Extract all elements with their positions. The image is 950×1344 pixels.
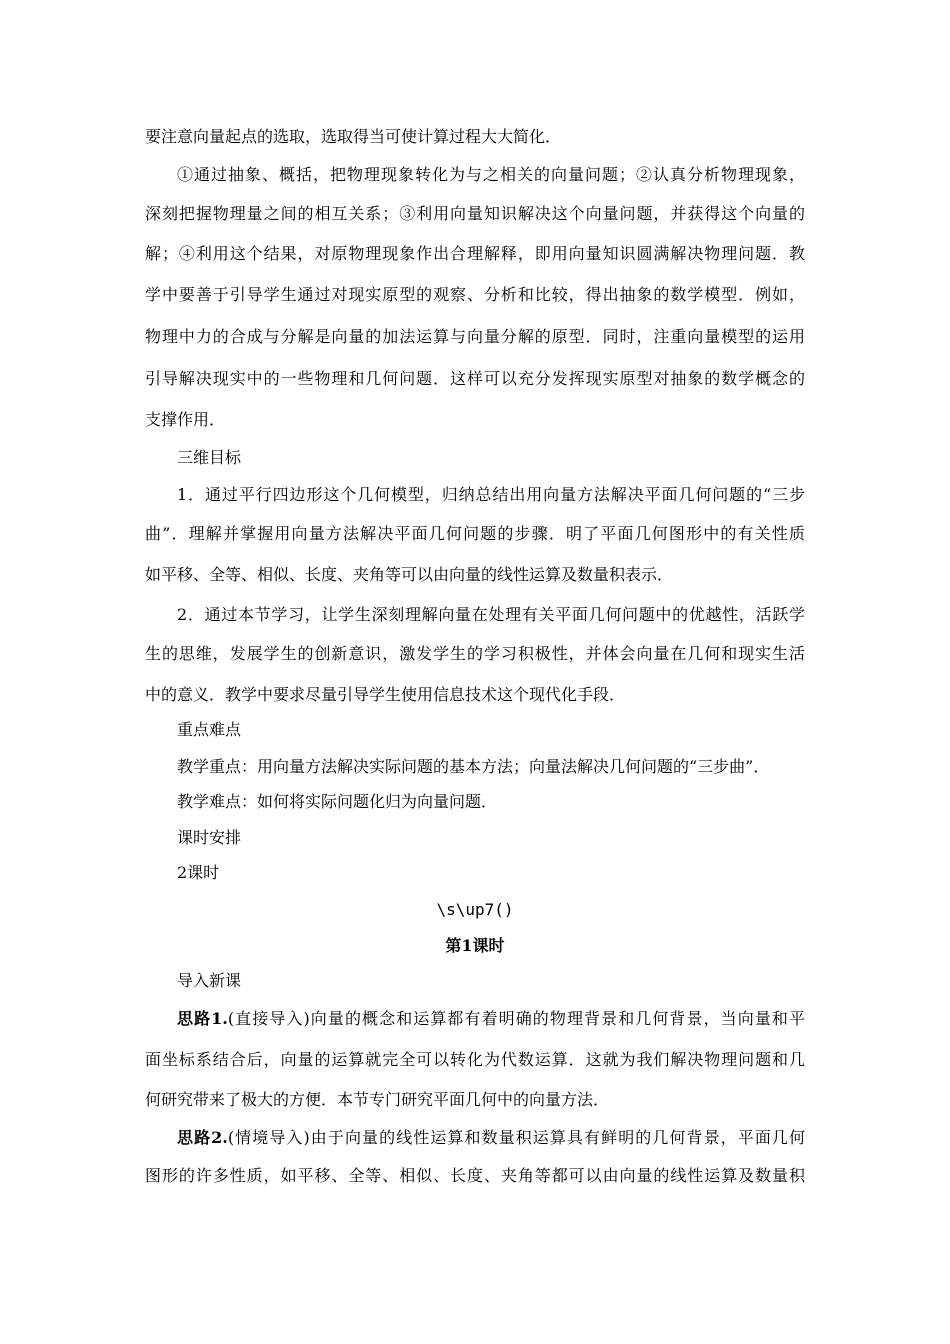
- idea-label: 思路2.: [177, 1128, 228, 1147]
- lesson-title: 第1课时: [445, 936, 505, 955]
- paragraph-line: 2课时: [177, 863, 220, 882]
- paragraph-line: 何研究带来了极大的方便．本节专门研究平面几何中的向量方法．: [145, 1090, 610, 1109]
- paragraph-line: [177, 1127, 805, 1149]
- paragraph-line: 学中要善于引导学生通过对现实原型的观察、分析和比较，得出抽象的数学模型．例如，: [145, 285, 805, 304]
- paragraph-line: 生的思维，发展学生的创新意识，激发学生的学习积极性，并体会向量在几何和现实生活: [145, 644, 805, 663]
- section-heading: 重点难点: [177, 720, 242, 739]
- section-heading: 三维目标: [177, 448, 242, 467]
- field-code-line: \s\up7(): [436, 900, 514, 919]
- paragraph-line: 如平移、全等、相似、长度、夹角等可以由向量的线性运算及数量积表示．: [145, 565, 674, 584]
- paragraph-line: 面坐标系结合后，向量的运算就完全可以转化为代数运算．这就为我们解决物理问题和几: [145, 1050, 805, 1069]
- paragraph-line: 要注意向量起点的选取，选取得当可使计算过程大大简化．: [145, 127, 562, 146]
- paragraph-line: 引导解决现实中的一些物理和几何问题．这样可以充分发挥现实原型对抽象的数学概念的: [145, 369, 805, 388]
- paragraph-line: 深刻把握物理量之间的相互关系；③利用向量知识解决这个向量问题，并获得这个向量的: [145, 204, 805, 223]
- paragraph-line: ①通过抽象、概括，把物理现象转化为与之相关的向量问题；②认真分析物理现象，: [177, 165, 805, 184]
- paragraph-line: 解；④利用这个结果，对原物理现象作出合理解释，即用向量知识圆满解决物理问题．教: [145, 244, 805, 263]
- paragraph-line: 2．通过本节学习，让学生深刻理解向量在处理有关平面几何问题中的优越性，活跃学: [177, 605, 805, 624]
- paragraph-line: 1．通过平行四边形这个几何模型，归纳总结出用向量方法解决平面几何问题的“三步: [177, 485, 805, 504]
- idea-label: 思路1.: [177, 1009, 228, 1028]
- paragraph-line: 图形的许多性质，如平移、全等、相似、长度、夹角等都可以由向量的线性运算及数量积: [145, 1166, 805, 1185]
- paragraph-line: 支撑作用．: [145, 410, 226, 429]
- section-heading: 课时安排: [177, 828, 242, 847]
- section-heading: 导入新课: [177, 971, 242, 990]
- paragraph-line: 教学重点：用向量方法解决实际问题的基本方法；向量法解决几何问题的“三步曲”．: [177, 757, 770, 776]
- paragraph-line: 曲”．理解并掌握用向量方法解决平面几何问题的步骤．明了平面几何图形中的有关性质: [145, 524, 805, 543]
- paragraph-line: 中的意义．教学中要求尽量引导学生使用信息技术这个现代化手段．: [145, 685, 626, 704]
- paragraph-line: 物理中力的合成与分解是向量的加法运算与向量分解的原型．同时，注重向量模型的运用: [145, 327, 805, 346]
- paragraph-line: 教学难点：如何将实际问题化归为向量问题．: [177, 792, 498, 811]
- paragraph-line: [177, 1008, 805, 1030]
- paragraph-text: (情境导入)由于向量的线性运算和数量积运算具有鲜明的几何背景，平面几何: [227, 1128, 805, 1147]
- paragraph-text: (直接导入)向量的概念和运算都有着明确的物理背景和几何背景，当向量和平: [227, 1009, 805, 1028]
